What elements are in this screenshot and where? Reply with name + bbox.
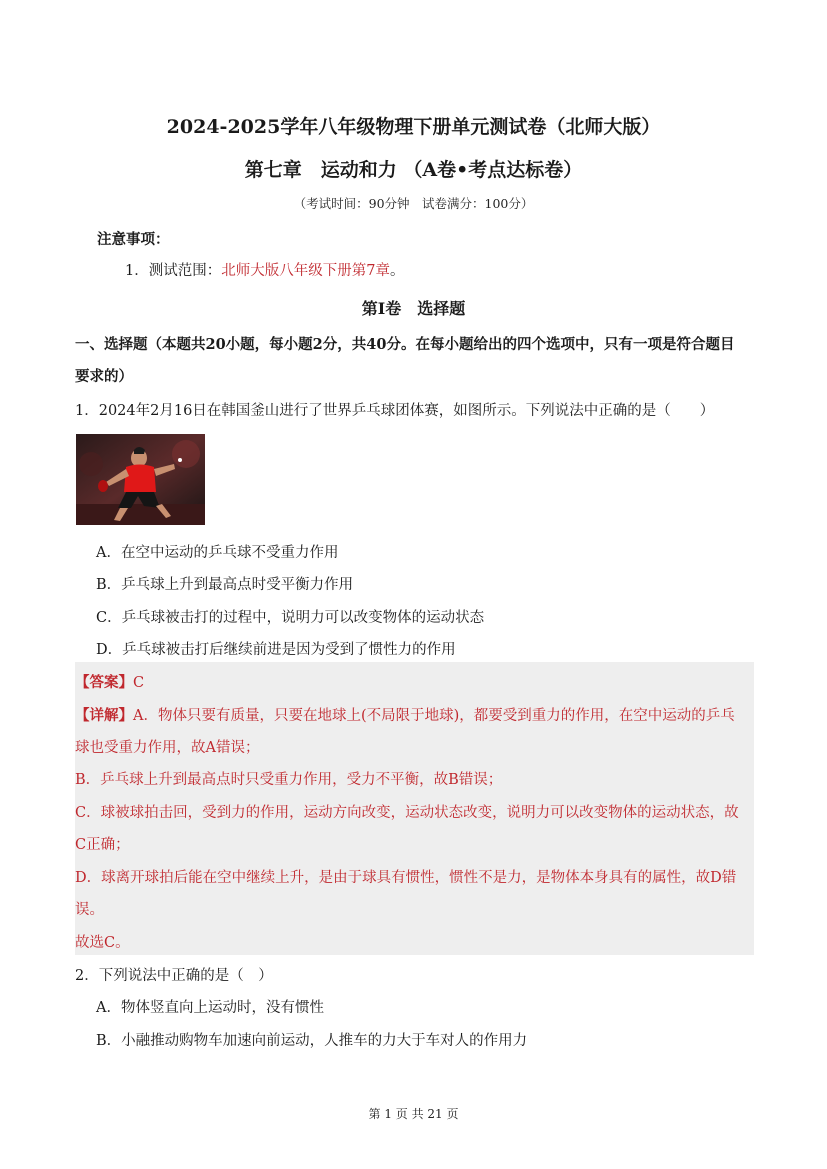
page-number: 第 1 页 共 21 页: [368, 1107, 459, 1121]
question-1-stem: 1．2024年2月16日在韩国釜山进行了世界乒乓球团体赛，如图所示。下列说法中正确的是（ ）: [75, 403, 715, 419]
detail-line-2: 球也受重力作用，故A错误；: [75, 740, 260, 756]
question-2-stem: 2．下列说法中正确的是（ ）: [75, 968, 273, 984]
answer-value: C: [133, 675, 145, 691]
detail-line-6: D．球离开球拍后能在空中继续上升，是由于球具有惯性，惯性不是力，是物体本身具有的属性，故D错: [75, 870, 737, 886]
notes-item-prefix: 1．测试范围：: [125, 263, 222, 279]
notes-item-end: 。: [389, 263, 405, 279]
answer-label: 【答案】: [75, 674, 133, 691]
detail-label: 【详解】: [75, 707, 133, 724]
question-1-option-a: A．在空中运动的乒乓球不受重力作用: [96, 545, 339, 561]
question-2-option-a: A．物体竖直向上运动时，没有惯性: [96, 1000, 324, 1016]
detail-text-1: A．物体只要有质量，只要在地球上(不局限于地球)，都要受到重力的作用，在空中运动的乒乓: [133, 708, 735, 724]
section-instruction-line2: 要求的）: [75, 368, 133, 385]
document-title: 2024-2025学年八年级物理下册单元测试卷（北师大版）: [166, 116, 661, 138]
detail-line-1: [75, 704, 735, 725]
chapter-title: 第七章 运动和力 （A卷•考点达标卷）: [244, 159, 583, 181]
section-title: 第Ⅰ卷 选择题: [361, 299, 466, 318]
detail-line-8: 故选C。: [75, 935, 130, 951]
question-2-option-b: B．小融推动购物车加速向前运动，人推车的力大于车对人的作用力: [96, 1033, 528, 1049]
notes-item: [125, 259, 404, 280]
exam-info: （考试时间：90分钟 试卷满分：100分）: [293, 196, 534, 211]
notes-label: 注意事项：: [97, 231, 170, 248]
question-1-option-b: B．乒乓球上升到最高点时受平衡力作用: [96, 577, 354, 593]
detail-line-7: 误。: [75, 902, 104, 918]
answer-line: [75, 671, 144, 692]
question-1-option-d: D．乒乓球被击打后继续前进是因为受到了惯性力的作用: [96, 642, 456, 658]
detail-line-3: B．乒乓球上升到最高点时只受重力作用，受力不平衡，故B错误；: [75, 772, 503, 788]
question-1-option-c: C．乒乓球被击打的过程中，说明力可以改变物体的运动状态: [96, 610, 485, 626]
detail-line-4: C．球被球拍击回，受到力的作用，运动方向改变，运动状态改变，说明力可以改变物体的运动状态，故: [75, 805, 739, 821]
detail-line-5: C正确；: [75, 837, 130, 853]
table-tennis-photo: [76, 434, 205, 525]
notes-item-scope: 北师大版八年级下册第7章: [221, 263, 390, 279]
section-instruction-line1: 一、选择题（本题共20小题，每小题2分，共40分。在每小题给出的四个选项中，只有一项是符合题目: [75, 336, 735, 353]
